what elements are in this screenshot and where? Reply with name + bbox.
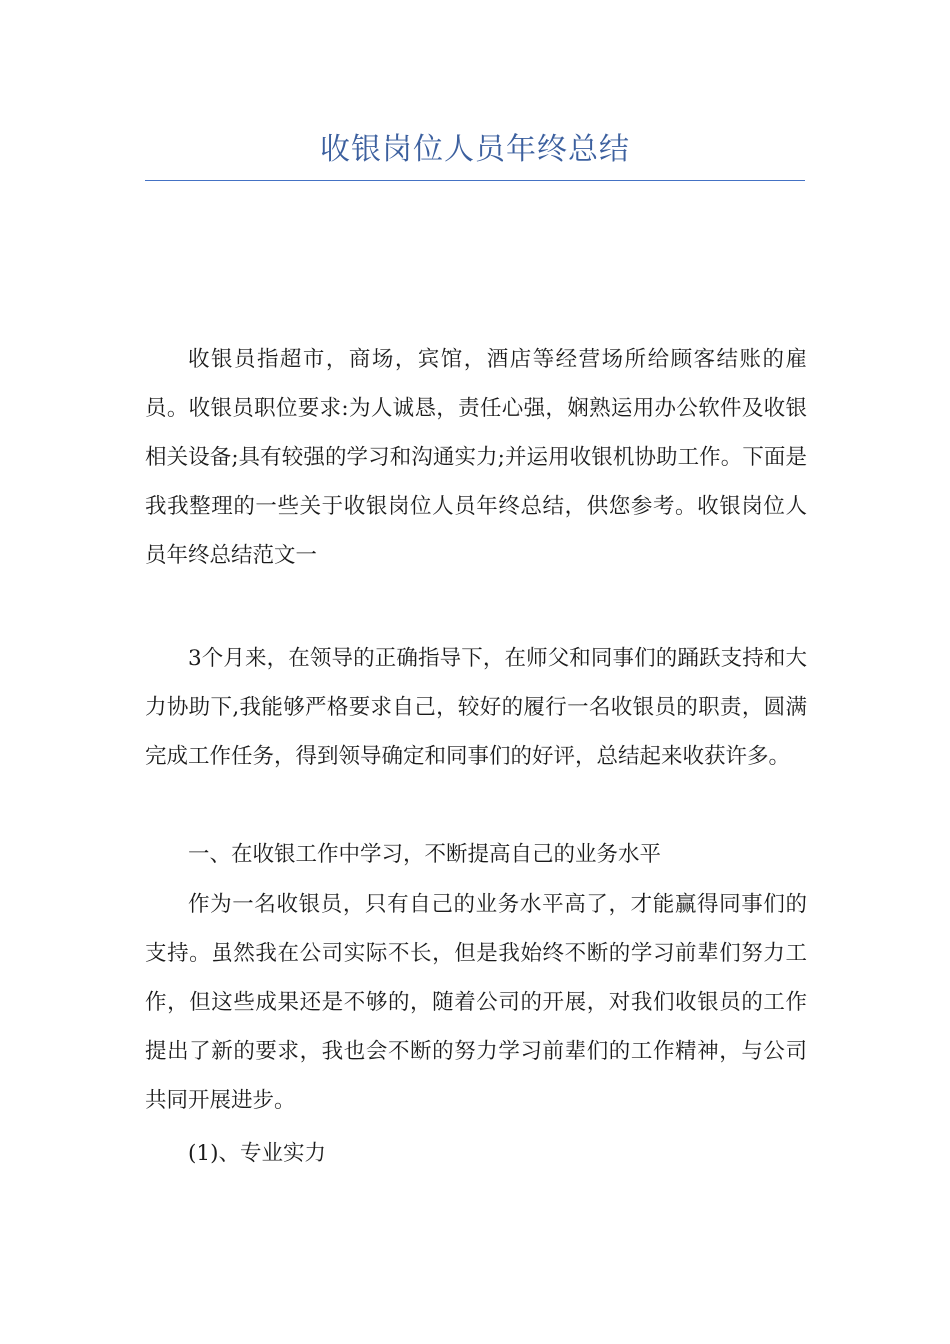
paragraph-summary: 3个月来，在领导的正确指导下，在师父和同事们的踊跃支持和大力协助下,我能够严格要求自己，较好的履行一名收银员的职责，圆满完成工作任务，得到领导确定和同事们的好评，总结起来收获许多。 [145, 646, 807, 769]
title-underline [145, 180, 805, 181]
paragraph-intro: 收银员指超市，商场，宾馆，酒店等经营场所给顾客结账的雇员。收银员职位要求:为人诚恳，责任心强，娴熟运用办公软件及收银相关设备;具有较强的学习和沟通实力;并运用收银机协助工作。下面是我我整理的一些关于收银岗位人员年终总结，供您参考。收银岗位人员年终总结范文一 [145, 347, 807, 568]
subsection-heading-1: (1)、专业实力 [188, 1141, 326, 1166]
paragraph-section-1: 作为一名收银员，只有自己的业务水平高了，才能赢得同事们的支持。虽然我在公司实际不长，但是我始终不断的学习前辈们努力工作，但这些成果还是不够的，随着公司的开展，对我们收银员的工作提出了新的要求，我也会不断的努力学习前辈们的工作精神，与公司共同开展进步。 [145, 892, 807, 1113]
section-heading-1: 一、在收银工作中学习，不断提高自己的业务水平 [188, 842, 662, 867]
document-title: 收银岗位人员年终总结 [320, 132, 630, 167]
